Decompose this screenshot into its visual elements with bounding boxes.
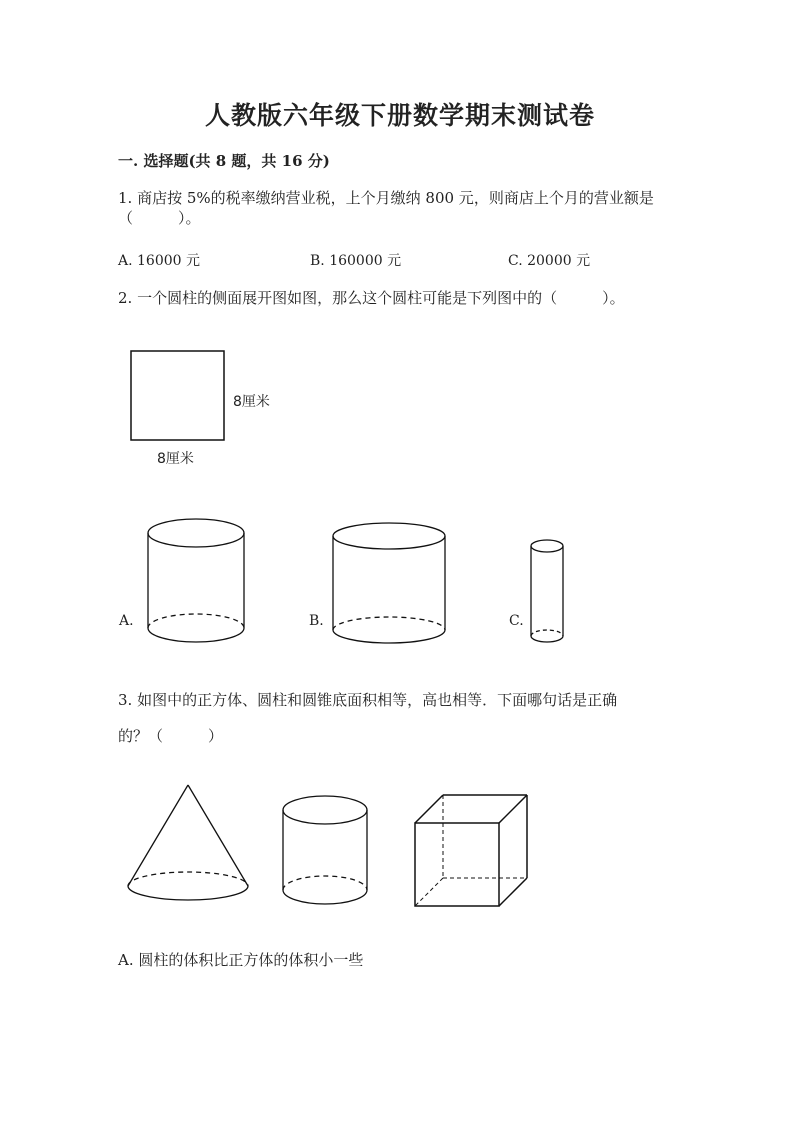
question-1-text: 1. 商店按 5%的税率缴纳营业税，上个月缴纳 800 元，则商店上个月的营业额是 xyxy=(118,189,654,207)
cone-figure xyxy=(128,785,248,900)
question-3-blank: 的？（ ） xyxy=(118,727,224,745)
question-2-option-b: B. xyxy=(309,613,324,629)
cylinder-a xyxy=(148,519,244,642)
question-2-text: 2. 一个圆柱的侧面展开图如图，那么这个圆柱可能是下列图中的（ ）。 xyxy=(118,289,625,307)
question-1-option-c: C. 20000 元 xyxy=(508,253,591,269)
square-side-label: 8厘米 xyxy=(233,394,270,410)
question-2-option-a: A. xyxy=(119,613,134,629)
cylinder-b xyxy=(333,523,445,643)
cylinder-figure xyxy=(283,796,367,904)
section-heading: 一. 选择题(共 8 题，共 16 分) xyxy=(118,152,330,170)
question-1-option-b: B. 160000 元 xyxy=(310,253,402,269)
square-bottom-label: 8厘米 xyxy=(157,451,194,467)
page-title: 人教版六年级下册数学期末测试卷 xyxy=(204,101,595,130)
cylinder-c xyxy=(531,540,563,642)
question-1-blank: （ ）。 xyxy=(118,209,201,227)
question-3-option-a: A. 圆柱的体积比正方体的体积小一些 xyxy=(118,951,364,969)
cube-figure xyxy=(415,795,527,906)
unfolded-square xyxy=(131,351,224,440)
question-3-text: 3. 如图中的正方体、圆柱和圆锥底面积相等，高也相等．下面哪句话是正确 xyxy=(118,691,618,709)
question-2-option-c: C. xyxy=(509,613,524,629)
question-1-option-a: A. 16000 元 xyxy=(118,253,200,269)
